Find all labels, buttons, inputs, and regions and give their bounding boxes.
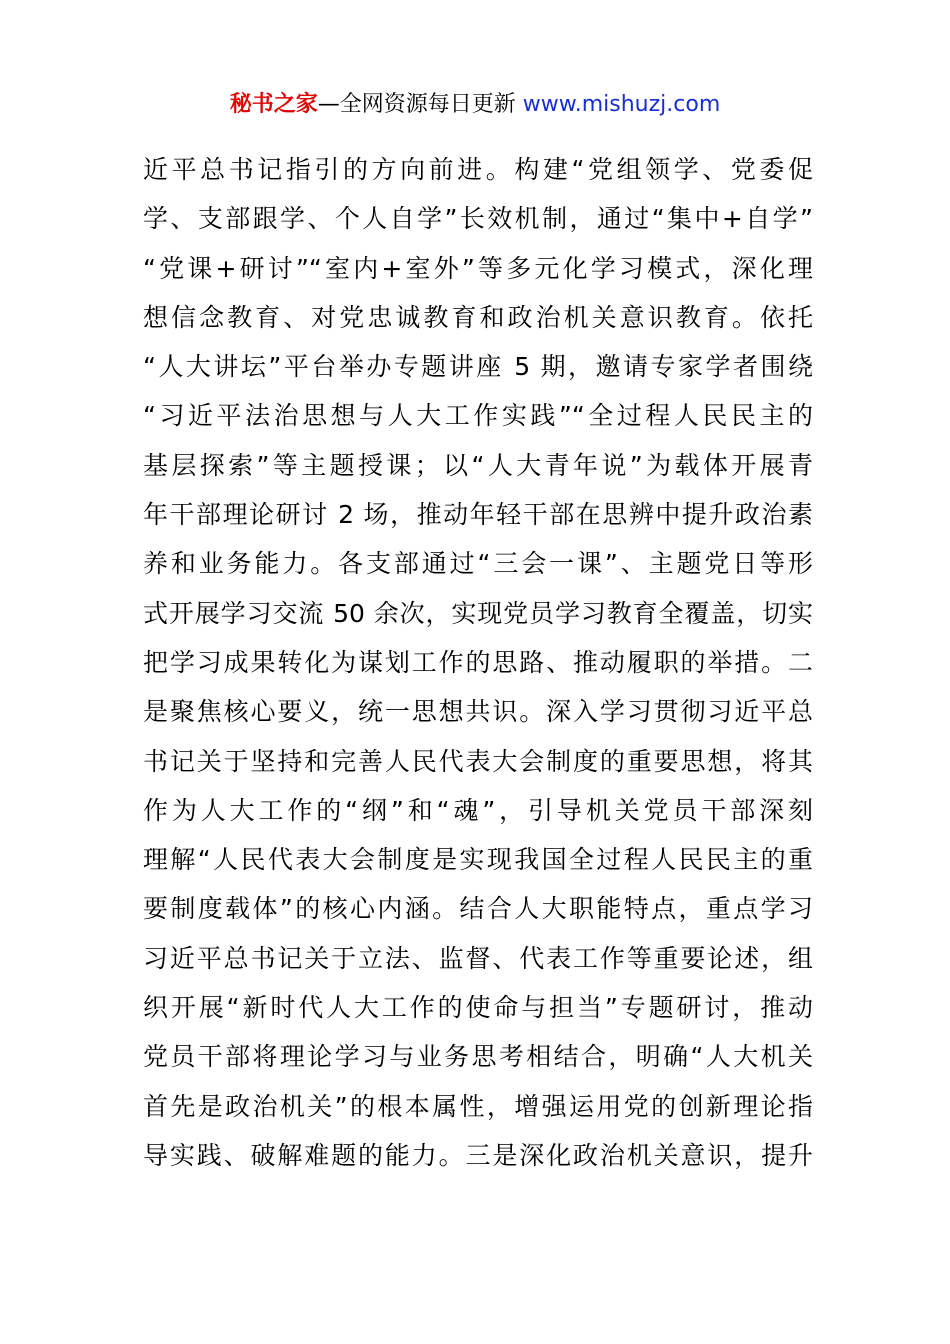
text-line: 近平总书记指引的方向前进。构建“党组领学、党委促: [143, 155, 813, 184]
text-line: 书记关于坚持和完善人民代表大会制度的重要思想，将其: [143, 746, 813, 776]
text-line: 年干部理论研讨 2 场，推动年轻干部在思辨中提升政治素: [143, 500, 813, 530]
text-line: 式开展学习交流 50 余次，实现党员学习教育全覆盖，切实: [143, 598, 813, 628]
text-line: “习近平法治思想与人大工作实践”“全过程人民民主的: [143, 401, 813, 431]
text-line: “人大讲坛”平台举办专题讲座 5 期，邀请专家学者围绕: [143, 352, 813, 382]
text-line: 想信念教育、对党忠诚教育和政治机关意识教育。依托: [143, 302, 813, 332]
text-line: 习近平总书记关于立法、监督、代表工作等重要论述，组: [143, 943, 813, 973]
body-text: [143, 145, 813, 1180]
text-line: 把学习成果转化为谋划工作的思路、推动履职的举措。二: [143, 647, 813, 677]
text-line: 理解“人民代表大会制度是实现我国全过程人民民主的重: [143, 845, 813, 875]
text-line: 首先是政治机关”的根本属性，增强运用党的创新理论指: [143, 1091, 813, 1121]
text-line: 养和业务能力。各支部通过“三会一课”、主题党日等形: [143, 549, 813, 579]
brand-name: 秘书之家: [229, 92, 318, 117]
header-tagline: —全网资源每日更新: [317, 92, 523, 117]
text-line: 是聚焦核心要义，统一思想共识。深入学习贯彻习近平总: [143, 697, 813, 727]
text-line: 学、支部跟学、个人自学”长效机制，通过“集中+自学”: [143, 204, 813, 234]
text-line: 作为人大工作的“纲”和“魂”，引导机关党员干部深刻: [143, 795, 813, 825]
text-line: 织开展“新时代人大工作的使命与担当”专题研讨，推动: [143, 993, 813, 1023]
text-line: 导实践、破解难题的能力。三是深化政治机关意识，提升: [143, 1140, 813, 1170]
text-line: 要制度载体”的核心内涵。结合人大职能特点，重点学习: [143, 894, 813, 924]
text-line: “党课+研讨”“室内+室外”等多元化学习模式，深化理: [143, 253, 813, 283]
page-header: [0, 88, 950, 122]
text-line: 党员干部将理论学习与业务思考相结合，明确“人大机关: [143, 1042, 813, 1072]
text-line: 基层探索”等主题授课；以“人大青年说”为载体开展青: [143, 450, 813, 480]
website-link[interactable]: www.mishuzj.com: [522, 92, 721, 117]
